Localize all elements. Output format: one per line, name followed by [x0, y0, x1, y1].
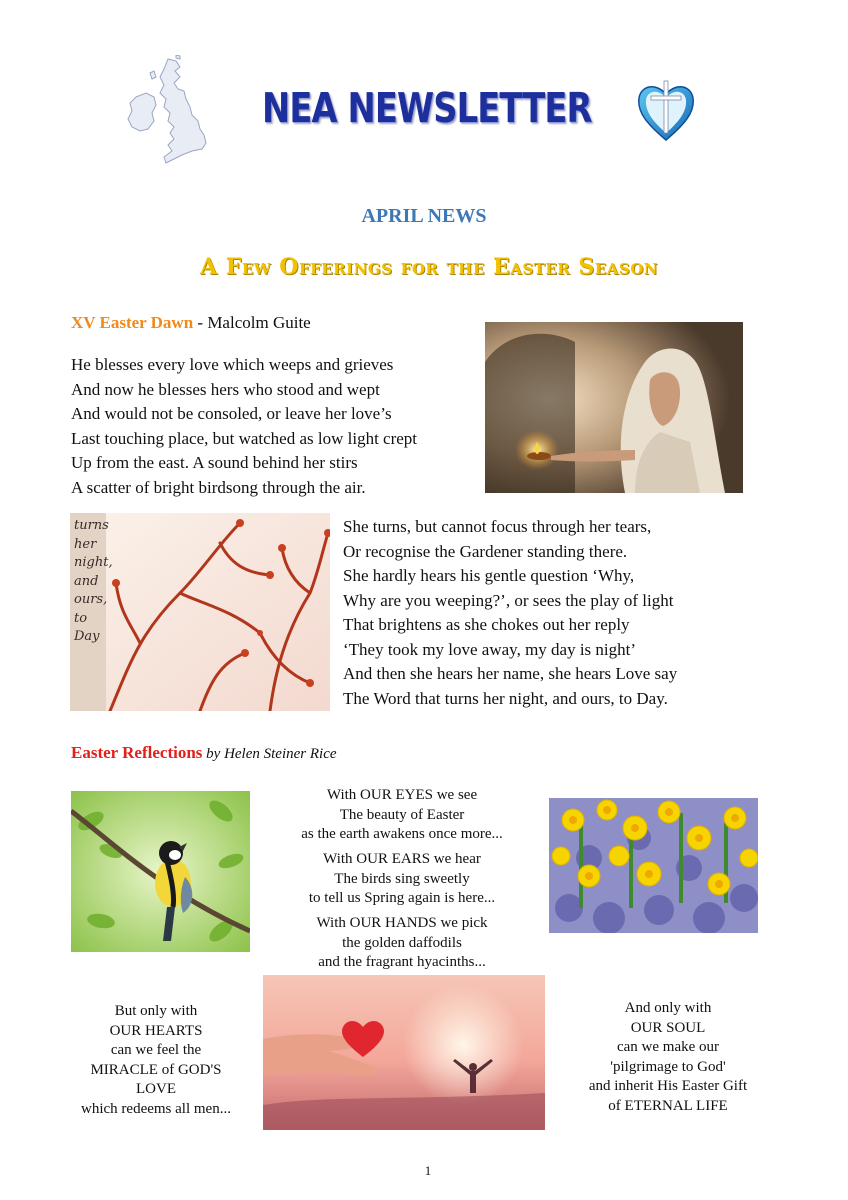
poem-stanza-2 [343, 515, 677, 711]
verse-line: as the earth awakens once more... [301, 826, 503, 842]
verse-line: The birds sing sweetly [334, 870, 470, 887]
reflections-title: Easter Reflections [71, 743, 203, 762]
poem-heading [71, 313, 311, 333]
reflection-hands-verse [272, 914, 532, 973]
verse-line: which redeems all men... [81, 1100, 231, 1117]
reflection-ears-verse [272, 850, 532, 909]
reflection-eyes-verse [272, 786, 532, 845]
reflection-soul-verse [568, 999, 768, 1116]
poem-line: And would not be consoled, or leave her love’s [71, 404, 392, 423]
verse-line: can we feel the [110, 1042, 202, 1058]
poem-line: Last touching place, but watched as low light crept [71, 428, 418, 448]
poem-line: A scatter of bright birdsong through the air. [71, 477, 366, 497]
poem-line: She turns, but cannot focus through her tears, [343, 517, 652, 536]
verse-line: MIRACLE of GOD'S [90, 1061, 222, 1078]
verse-line: OUR SOUL [630, 1019, 706, 1036]
verse-line: With OUR EYES we see [326, 787, 478, 803]
verse-line: But only with [114, 1003, 198, 1019]
verse-line: The beauty of Easter [339, 806, 465, 823]
reflections-author: by Helen Steiner Rice [202, 746, 337, 762]
verse-line: and the fragrant hyacinths... [318, 954, 486, 970]
poem-line: Why are you weeping?’, or sees the play of light [343, 590, 674, 610]
reflections-heading [71, 743, 337, 763]
page-number: 1 [424, 1163, 432, 1178]
verse-line: With OUR EARS we hear [323, 851, 481, 867]
poem-line: The Word that turns her night, and ours, to Day. [343, 688, 668, 708]
verse-line: and inherit His Easter Gift [588, 1078, 748, 1094]
poem-line: ‘They took my love away, my day is night’ [343, 639, 637, 659]
verse-line: OUR HEARTS [109, 1022, 203, 1039]
daffodils-hyacinths-image [549, 798, 758, 933]
poem-line: And then she hears her name, she hears Love say [343, 664, 678, 683]
poem-stanza-1 [71, 353, 417, 500]
verse-line: And only with [624, 1000, 712, 1016]
verse-line: of ETERNAL LIFE [608, 1097, 728, 1114]
verse-line: LOVE [136, 1081, 176, 1097]
hand-holding-heart-image [263, 975, 545, 1130]
page-title: A Few Offerings for the Easter Season [200, 254, 658, 280]
bird-on-branch-image [71, 791, 250, 952]
verse-line: to tell us Spring again is here... [308, 890, 496, 906]
poem-title: XV Easter Dawn [71, 313, 194, 332]
reflection-hearts-verse [55, 1002, 257, 1119]
verse-line: the golden daffodils [342, 934, 462, 951]
heart-cross-icon [635, 78, 697, 144]
section-heading: APRIL NEWS [361, 205, 487, 227]
verse-line: can we make our [616, 1039, 720, 1055]
uk-ireland-map-icon [120, 55, 215, 170]
newsletter-masthead: NEA NEWSLETTER [262, 84, 592, 132]
poem-line: She hardly hears his gentle question ‘Why, [343, 566, 635, 585]
poem-line: That brightens as she chokes out her reply [343, 615, 630, 634]
image-caption-words: turns her night, and ours, to Day [74, 518, 113, 644]
poem-line: Or recognise the Gardener standing there. [343, 541, 628, 561]
poem-line: He blesses every love which weeps and grieves [71, 355, 394, 374]
poem-line: And now he blesses hers who stood and wept [71, 379, 380, 399]
poem-author: - Malcolm Guite [193, 313, 311, 332]
woman-with-lamp-image [485, 322, 743, 493]
verse-line: With OUR HANDS we pick [316, 915, 488, 931]
poem-line: Up from the east. A sound behind her stirs [71, 453, 358, 472]
branches-image [70, 513, 330, 711]
verse-line: 'pilgrimage to God' [610, 1058, 726, 1075]
